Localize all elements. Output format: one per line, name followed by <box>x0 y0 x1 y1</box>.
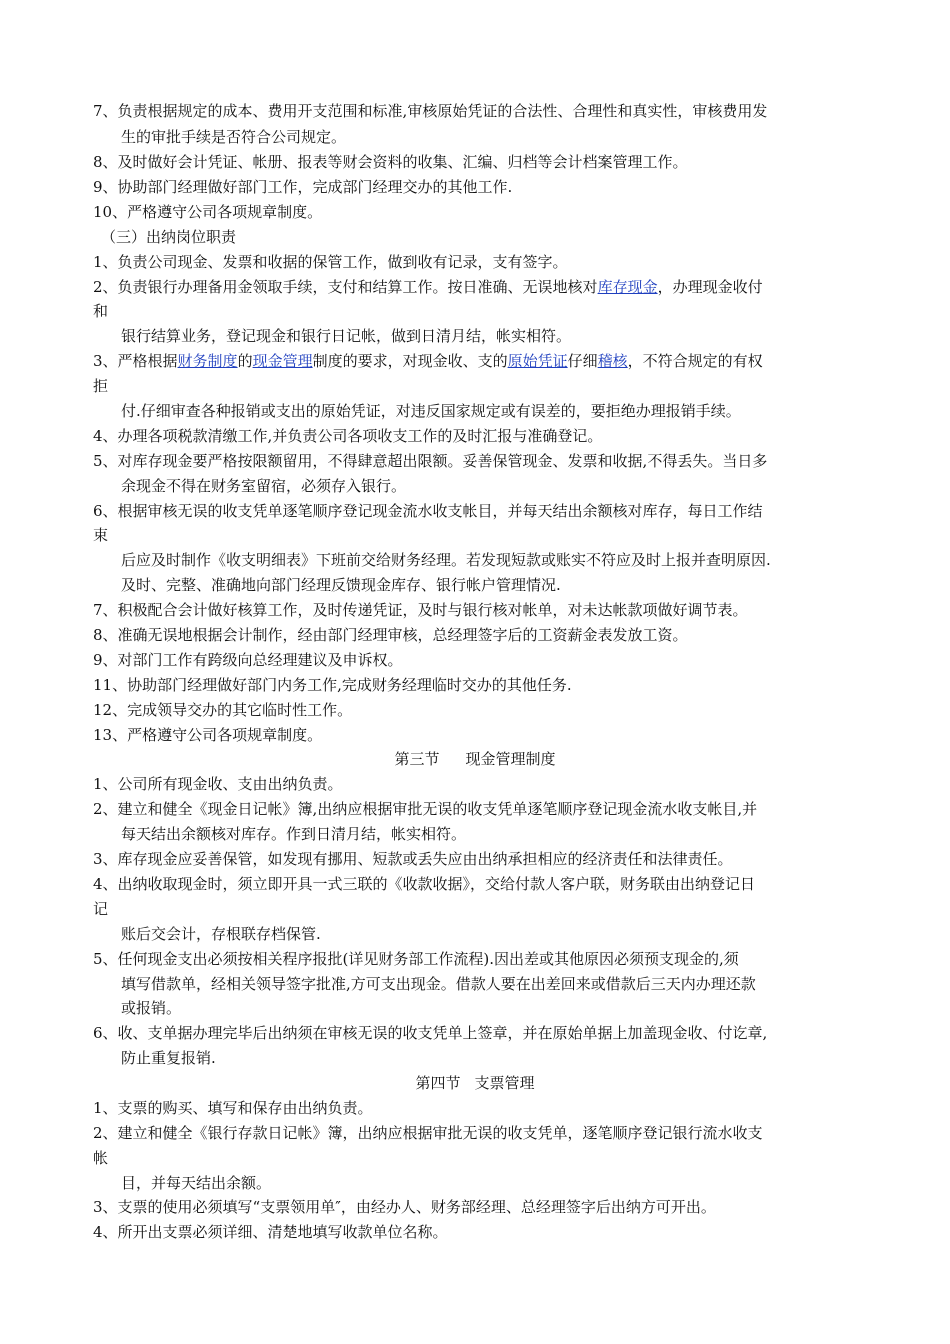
section-title: 支票管理 <box>474 1074 535 1092</box>
text-run: （三）出纳岗位职责 <box>101 228 237 246</box>
text-line <box>93 775 343 793</box>
text-line <box>121 1174 271 1192</box>
text-line <box>121 925 321 943</box>
text-run: 2、建立和健全《银行存款日记帐》簿，出纳应根据审批无误的收支凭单，逐笔顺序登记银行流水收支 <box>93 1124 763 1142</box>
text-run: 2、负责银行办理备用金领取手续，支付和结算工作。按日准确、无误地核对 <box>93 278 598 296</box>
text-run: 银行结算业务，登记现金和银行日记帐，做到日清月结，帐实相符。 <box>121 327 572 345</box>
term-link[interactable]: 现金管理 <box>252 352 313 370</box>
text-run: 9、对部门工作有跨级向总经理建议及申诉权。 <box>93 651 403 669</box>
text-line <box>93 1099 373 1117</box>
text-line <box>121 477 406 495</box>
text-line <box>93 302 108 320</box>
text-run: 8、及时做好会计凭证、帐册、报表等财会资料的收集、汇编、归档等会计档案管理工作。 <box>93 153 688 171</box>
text-run: 仔细 <box>567 352 598 370</box>
text-line <box>121 327 571 345</box>
text-line <box>93 153 688 171</box>
text-run: 5、任何现金支出必须按相关程序报批(详见财务部工作流程).因出差或其他原因必须预支现金的,须 <box>93 950 739 968</box>
text-run: 束 <box>93 526 109 544</box>
text-line <box>93 278 763 296</box>
text-line <box>121 551 771 569</box>
text-run: 填写借款单，经相关领导签字批准,方可支出现金。借款人要在出差回来或借款后三天内办理还款 <box>121 975 756 993</box>
text-line <box>93 651 403 669</box>
term-link[interactable]: 稽核 <box>597 352 628 370</box>
text-run: ，不符合规定的有权 <box>627 352 763 370</box>
text-line <box>93 427 602 445</box>
text-line <box>93 1124 763 1142</box>
text-run: 3、严格根据 <box>93 352 178 370</box>
text-run: ，办理现金收付 <box>657 278 763 296</box>
text-line <box>93 950 739 968</box>
text-line <box>93 102 767 120</box>
section-title: 现金管理制度 <box>465 750 556 768</box>
text-run: 生的审批手续是否符合公司规定。 <box>121 128 347 146</box>
text-line <box>121 576 561 594</box>
text-run: 记 <box>93 900 109 918</box>
text-run: 和 <box>93 302 109 320</box>
text-line <box>93 900 108 918</box>
section-heading <box>0 750 950 768</box>
text-run: 的 <box>237 352 253 370</box>
text-line <box>93 203 322 221</box>
text-run: 6、收、支单据办理完毕后出纳须在审核无误的收支凭单上签章，并在原始单据上加盖现金收、付讫章, <box>93 1024 768 1042</box>
text-run: 4、所开出支票必须详细、清楚地填写收款单位名称。 <box>93 1223 448 1241</box>
text-run: 12、完成领导交办的其它临时性工作。 <box>93 701 353 719</box>
text-line <box>93 452 767 470</box>
text-run: 余现金不得在财务室留宿，必须存入银行。 <box>121 477 407 495</box>
text-line <box>93 502 763 520</box>
text-run: 防止重复报销. <box>121 1049 216 1067</box>
text-line <box>93 1198 716 1216</box>
text-run: 制度的要求，对现金收、支的 <box>312 352 508 370</box>
text-run: 7、积极配合会计做好核算工作，及时传递凭证，及时与银行核对帐单，对未达帐款项做好调节表。 <box>93 601 748 619</box>
text-line <box>93 253 568 271</box>
text-run: 后应及时制作《收支明细表》下班前交给财务经理。若发现短款或账实不符应及时上报并查明原因. <box>121 551 771 569</box>
text-line <box>93 526 108 544</box>
text-run: 目，并每天结出余额。 <box>121 1174 272 1192</box>
term-link[interactable]: 原始凭证 <box>507 352 568 370</box>
text-run: 8、准确无误地根据会计制作，经由部门经理审核，总经理签字后的工资薪金表发放工资。 <box>93 626 688 644</box>
text-run: 10、严格遵守公司各项规章制度。 <box>93 203 323 221</box>
text-line <box>93 875 755 893</box>
text-line <box>93 377 108 395</box>
text-run: 付.仔细审查各种报销或支出的原始凭证，对违反国家规定或有误差的，要拒绝办理报销手续。 <box>121 402 741 420</box>
text-run: 及时、完整、准确地向部门经理反馈现金库存、银行帐户管理情况. <box>121 576 561 594</box>
section-heading <box>0 1074 950 1092</box>
text-line <box>93 701 352 719</box>
text-run: 4、出纳收取现金时，须立即开具一式三联的《收款收据》，交给付款人客户联，财务联由出纳登记日 <box>93 875 756 893</box>
text-line <box>121 825 466 843</box>
text-line <box>121 128 346 146</box>
text-run: 6、根据审核无误的收支凭单逐笔顺序登记现金流水收支帐目，并每天结出余额核对库存，每日工作结 <box>93 502 763 520</box>
text-run: 或报销。 <box>121 999 182 1017</box>
text-run: 11、协助部门经理做好部门内务工作,完成财务经理临时交办的其他任务. <box>93 676 572 694</box>
text-run: 13、严格遵守公司各项规章制度。 <box>93 726 323 744</box>
text-line <box>93 1024 767 1042</box>
text-line <box>93 601 748 619</box>
subsection-heading <box>101 228 236 246</box>
text-run: 拒 <box>93 377 109 395</box>
text-line <box>121 975 756 993</box>
text-run: 7、负责根据规定的成本、费用开支范围和标准,审核原始凭证的合法性、合理性和真实性，审核费用发 <box>93 102 768 120</box>
section-number: 第四节 <box>415 1074 461 1092</box>
text-line <box>93 676 572 694</box>
text-run: 2、建立和健全《现金日记帐》簿,出纳应根据审批无误的收支凭单逐笔顺序登记现金流水收支帐目,并 <box>93 800 758 818</box>
text-run: 账后交会计，存根联存档保管. <box>121 925 321 943</box>
text-run: 1、负责公司现金、发票和收据的保管工作，做到收有记录，支有签字。 <box>93 253 568 271</box>
text-line <box>93 1149 108 1167</box>
text-run: 3、支票的使用必须填写“支票领用单″，由经办人、财务部经理、总经理签字后出纳方可开出。 <box>93 1198 716 1216</box>
text-line <box>121 402 741 420</box>
text-run: 1、公司所有现金收、支由出纳负责。 <box>93 775 343 793</box>
text-run: 帐 <box>93 1149 109 1167</box>
text-run: 5、对库存现金要严格按限额留用，不得肆意超出限额。妥善保管现金、发票和收据,不得丢失。当日多 <box>93 452 768 470</box>
text-line <box>121 1049 216 1067</box>
text-run: 1、支票的购买、填写和保存由出纳负责。 <box>93 1099 373 1117</box>
text-run: 4、办理各项税款清缴工作,并负责公司各项收支工作的及时汇报与准确登记。 <box>93 427 603 445</box>
term-link[interactable]: 财务制度 <box>177 352 238 370</box>
text-line <box>93 800 757 818</box>
term-link[interactable]: 库存现金 <box>597 278 658 296</box>
text-run: 每天结出余额核对库存。作到日清月结，帐实相符。 <box>121 825 467 843</box>
text-line <box>93 352 763 370</box>
text-line <box>93 178 512 196</box>
text-line <box>93 726 322 744</box>
section-number: 第三节 <box>394 750 440 768</box>
text-line <box>93 1223 448 1241</box>
text-run: 3、库存现金应妥善保管，如发现有挪用、短款或丢失应由出纳承担相应的经济责任和法律责任。 <box>93 850 733 868</box>
text-line <box>121 999 181 1017</box>
text-line <box>93 626 688 644</box>
text-line <box>93 850 733 868</box>
text-run: 9、协助部门经理做好部门工作，完成部门经理交办的其他工作. <box>93 178 513 196</box>
